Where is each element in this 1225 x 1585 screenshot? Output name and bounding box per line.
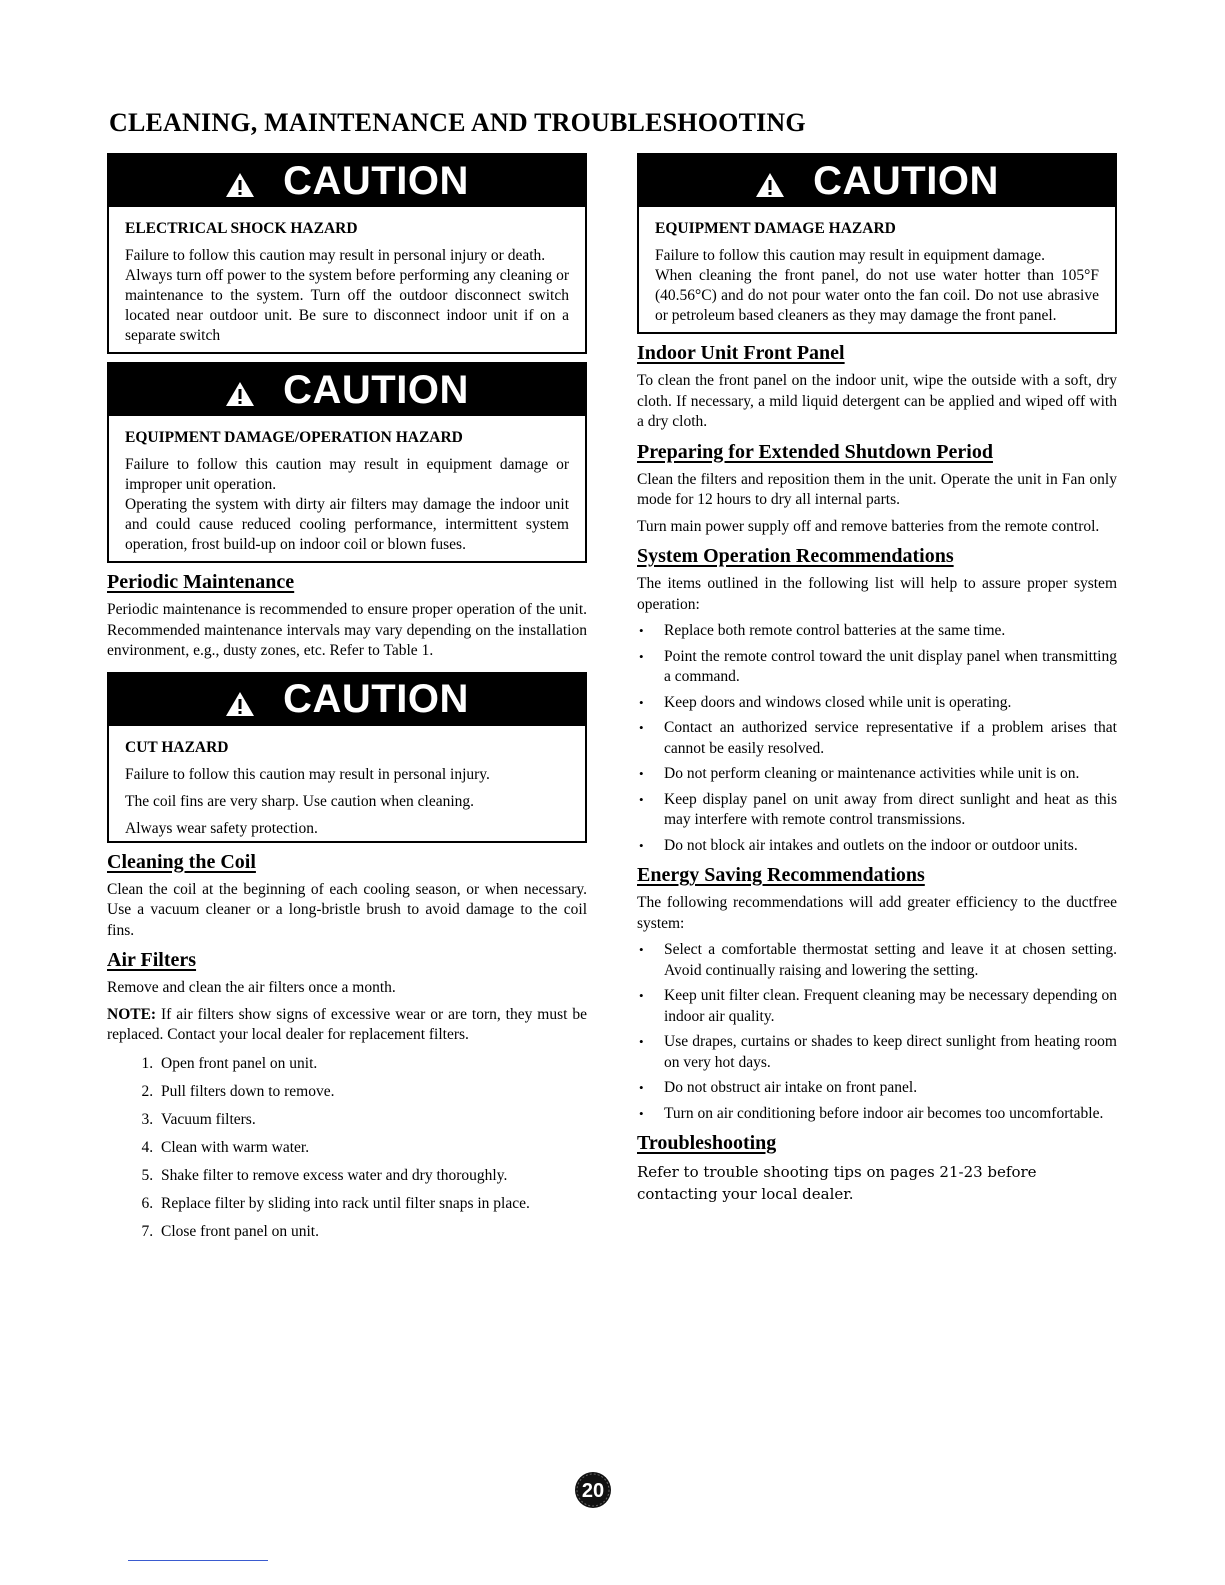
warning-triangle-icon <box>225 691 255 717</box>
caution-text: Always wear safety protection. <box>125 819 318 837</box>
paragraph: Turn main power supply off and remove batteries from the remote control. <box>637 517 1100 535</box>
page-number: 20 <box>581 1480 605 1502</box>
paragraph: Periodic maintenance is recommended to ensure proper operation of the unit. Recommended maintenance intervals may vary depending on the installation environment, e.g., dusty zones, etc. Refer to Table 1. <box>107 601 587 659</box>
section-heading-system-operation: System Operation Recommendations <box>637 545 954 567</box>
list-item: • Turn on air conditioning before indoor air becomes too uncomfortable. <box>637 1104 1117 1125</box>
footer-divider <box>128 1560 268 1561</box>
note-label: NOTE: <box>107 1005 157 1023</box>
paragraph: To clean the front panel on the indoor unit, wipe the outside with a soft, dry cloth. If necessary, a mild liquid detergent can be applied and wiped off with a dry cloth. <box>637 372 1117 430</box>
list-item: 5. Shake filter to remove excess water and dry thoroughly. <box>157 1166 587 1185</box>
paragraph: The following recommendations will add greater efficiency to the ductfree system: <box>637 894 1117 932</box>
list-item: • Keep doors and windows closed while unit is operating. <box>637 693 1117 714</box>
paragraph: Clean the filters and reposition them in the unit. Operate the unit in Fan only mode for 12 hours to dry all internal parts. <box>637 470 1117 508</box>
section-heading-energy-saving: Energy Saving Recommendations <box>637 864 925 886</box>
caution-label: CAUTION <box>283 677 469 721</box>
caution-header <box>109 155 585 207</box>
caution-label: CAUTION <box>283 158 469 203</box>
hazard-title: ELECTRICAL SHOCK HAZARD <box>125 220 358 237</box>
hazard-title: CUT HAZARD <box>125 738 229 756</box>
section-heading-troubleshooting: Troubleshooting <box>637 1132 777 1154</box>
section-heading-front-panel: Indoor Unit Front Panel <box>637 342 845 364</box>
note-paragraph <box>107 1005 587 1046</box>
list-item: • Contact an authorized service representative if a problem arises that cannot be easily resolved. <box>637 718 1117 759</box>
paragraph: The items outlined in the following list will help to assure proper system operation: <box>637 575 1117 613</box>
system-operation-list <box>637 621 1117 856</box>
caution-text: Always turn off power to the system before performing any cleaning or maintenance to the system. Turn off the outdoor disconnect switch located near outdoor unit. Be sure to disconnect indoor unit if on a separate switch <box>125 267 569 344</box>
caution-text: The coil fins are very sharp. Use caution when cleaning. <box>125 792 475 810</box>
warning-triangle-icon <box>755 172 785 198</box>
paragraph: Clean the coil at the beginning of each cooling season, or when necessary. Use a vacuum cleaner or a long-bristle brush to avoid damage to the coil fins. <box>107 880 587 939</box>
list-item: • Select a comfortable thermostat setting and leave it at chosen setting. Avoid continually raising and lowering the setting. <box>637 940 1117 981</box>
caution-header <box>109 364 585 416</box>
caution-text: Failure to follow this caution may result in personal injury. <box>125 765 490 783</box>
list-item: 2. Pull filters down to remove. <box>157 1082 587 1101</box>
caution-header <box>109 674 585 726</box>
caution-body <box>639 207 1115 332</box>
section-heading-cleaning-coil: Cleaning the Coil <box>107 850 256 873</box>
list-item: 3. Vacuum filters. <box>157 1110 587 1129</box>
caution-body <box>109 416 585 561</box>
hazard-title: EQUIPMENT DAMAGE HAZARD <box>655 220 896 237</box>
caution-text: Failure to follow this caution may result in personal injury or death. <box>125 247 546 264</box>
caution-box-electrical <box>107 153 587 354</box>
page-number-badge <box>573 1470 613 1510</box>
caution-box-equipment-operation <box>107 362 587 563</box>
list-item: 6. Replace filter by sliding into rack until filter snaps in place. <box>157 1194 587 1213</box>
filter-steps-list <box>107 1054 587 1241</box>
caution-body <box>109 726 585 841</box>
caution-label: CAUTION <box>813 158 999 203</box>
list-item: • Use drapes, curtains or shades to keep direct sunlight from heating room on very hot days. <box>637 1032 1117 1073</box>
list-item: • Replace both remote control batteries at the same time. <box>637 621 1117 642</box>
warning-triangle-icon <box>225 172 255 198</box>
caution-box-cut <box>107 672 587 843</box>
caution-text: When cleaning the front panel, do not use water hotter than 105°F (40.56°C) and do not pour water onto the fan coil. Do not use abrasive or petroleum based cleaners as they may damage the front panel. <box>655 267 1099 324</box>
note-text: If air filters show signs of excessive wear or are torn, they must be replaced. Contact your local dealer for replacement filters. <box>107 1005 587 1043</box>
list-item: • Do not obstruct air intake on front panel. <box>637 1078 1117 1099</box>
caution-box-equipment-damage <box>637 153 1117 334</box>
section-heading-extended-shutdown: Preparing for Extended Shutdown Period <box>637 440 993 463</box>
warning-triangle-icon <box>225 381 255 407</box>
section-heading-periodic-maintenance: Periodic Maintenance <box>107 571 295 593</box>
list-item: 7. Close front panel on unit. <box>157 1222 587 1241</box>
list-item: 1. Open front panel on unit. <box>157 1054 587 1073</box>
paragraph: Refer to trouble shooting tips on pages 21-23 before contacting your local dealer. <box>637 1163 1037 1203</box>
caution-text: Operating the system with dirty air filters may damage the indoor unit and could cause reduced cooling performance, intermittent system operation, frost build-up on indoor coil or blown fuses. <box>125 496 569 553</box>
list-item: • Do not perform cleaning or maintenance activities while unit is on. <box>637 764 1117 785</box>
caution-header <box>639 155 1115 207</box>
list-item: • Point the remote control toward the unit display panel when transmitting a command. <box>637 647 1117 688</box>
energy-saving-list <box>637 940 1117 1124</box>
left-column <box>107 153 587 1250</box>
list-item: • Do not block air intakes and outlets on the indoor or outdoor units. <box>637 836 1117 857</box>
list-item: • Keep display panel on unit away from direct sunlight and heat as this may interfere with remote control transmissions. <box>637 790 1117 831</box>
section-heading-air-filters: Air Filters <box>107 949 197 971</box>
hazard-title: EQUIPMENT DAMAGE/OPERATION HAZARD <box>125 429 463 446</box>
right-column <box>637 153 1117 1205</box>
caution-text: Failure to follow this caution may result in equipment damage. <box>655 247 1045 264</box>
page-title: CLEANING, MAINTENANCE AND TROUBLESHOOTING <box>109 108 806 137</box>
caution-body <box>109 207 585 352</box>
list-item: 4. Clean with warm water. <box>157 1138 587 1157</box>
paragraph: Remove and clean the air filters once a month. <box>107 979 396 996</box>
caution-label: CAUTION <box>283 367 469 412</box>
caution-text: Failure to follow this caution may result in equipment damage or improper unit operation. <box>125 456 569 493</box>
list-item: • Keep unit filter clean. Frequent cleaning may be necessary depending on indoor air quality. <box>637 986 1117 1027</box>
